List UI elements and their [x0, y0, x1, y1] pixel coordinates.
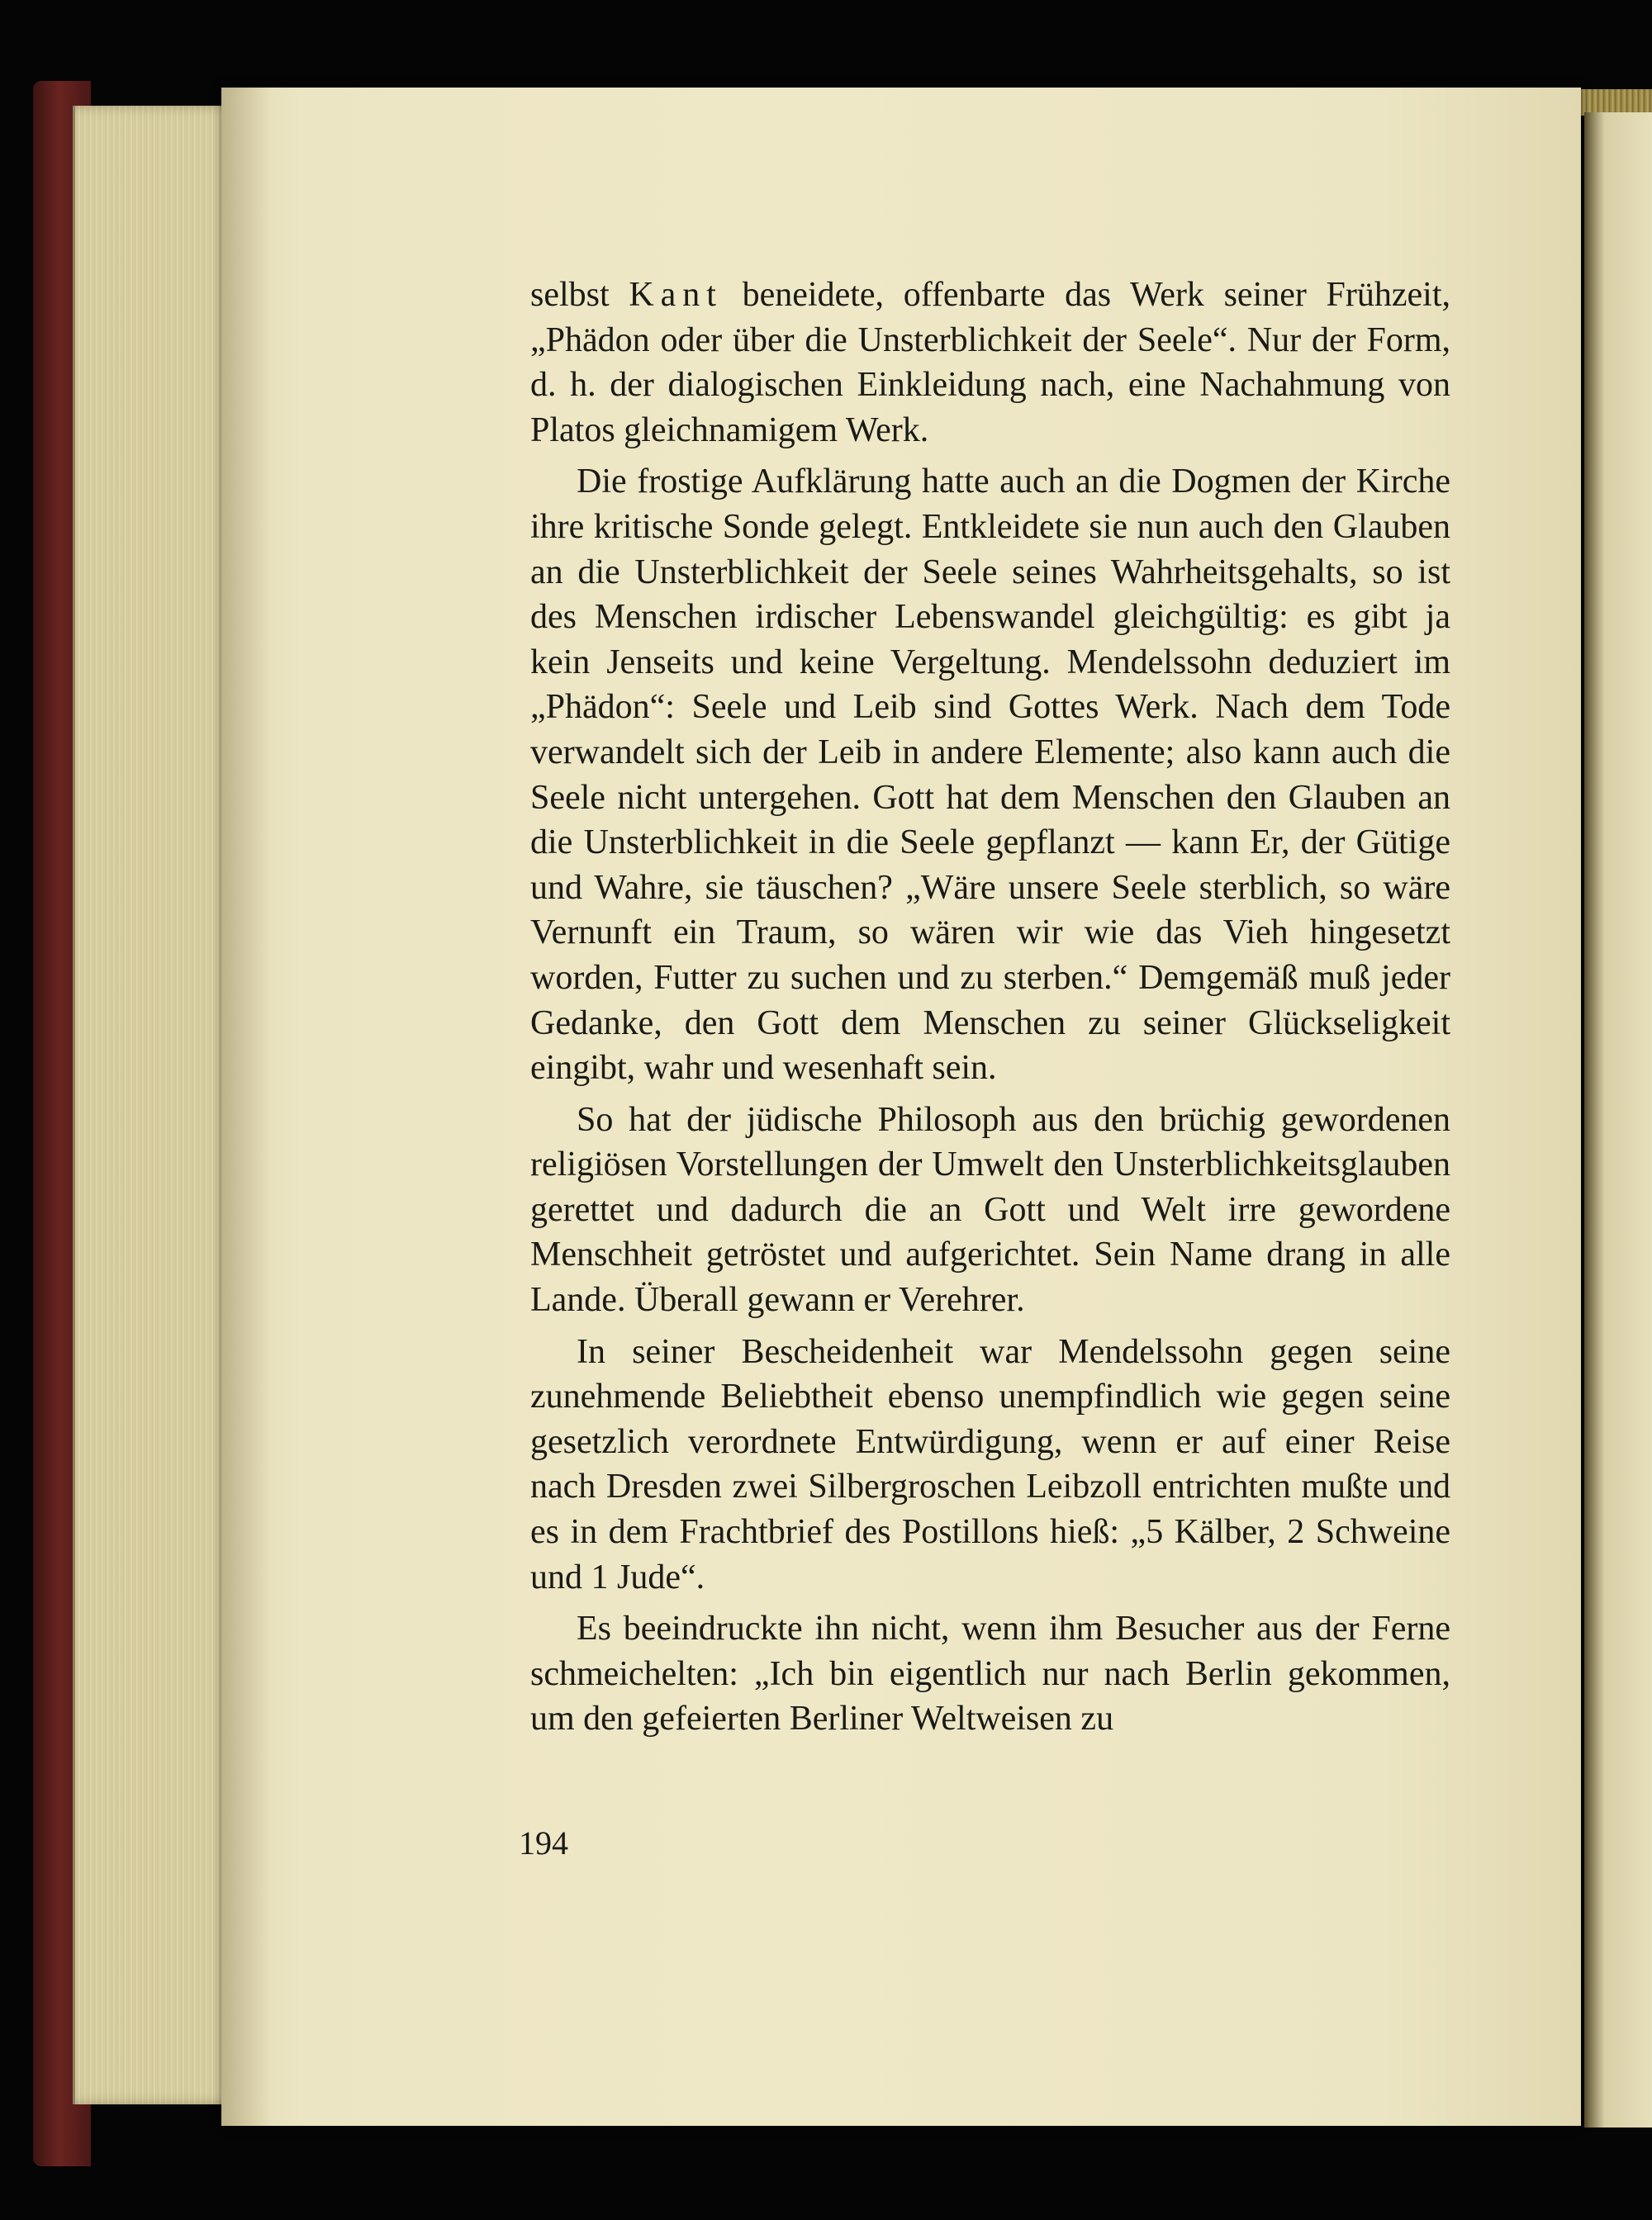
paragraph-text: Kant: [629, 276, 723, 314]
paragraph-text: selbst: [530, 276, 629, 314]
paragraph-text: Die frostige Aufklärung hatte auch an die Dogmen der Kirche ihre kritische Sonde gelegt. Entkleidete sie nun auch den Glauben an die Unsterblichkeit der Seele seines Wahrheitsgehalts, so ist des Menschen irdischer Lebenswandel gleichgültig: es gibt ja kein Jenseits und keine Vergeltung. Mendelssohn deduziert im „Phädon“: Seele und Leib sind Gottes Werk. Nach dem Tode verwandelt sich der Leib in andere Elemente; also kann auch die Seele nicht untergehen. Gott hat dem Menschen den Glauben an die Unsterblichkeit in die Seele gepflanzt — kann Er, der Gütige und Wahre, sie täuschen? „Wäre unsere Seele sterblich, so wäre Vernunft ein Traum, so wären wir wie das Vieh hingesetzt worden, Futter zu suchen und zu sterben.“ Demgemäß muß jeder Gedanke, den Gott dem Menschen zu seiner Glückseligkeit eingibt, wahr und wesenhaft sein.: [530, 462, 1450, 1088]
paragraph-2: [530, 459, 1450, 1090]
page-text: [530, 273, 1450, 1742]
paragraph-4: [530, 1330, 1450, 1601]
facing-page-edge: [1584, 112, 1652, 2128]
paragraph-1: [530, 273, 1450, 453]
page-edges: [73, 106, 237, 2104]
paragraph-5: [530, 1606, 1450, 1742]
paragraph-3: [530, 1098, 1450, 1323]
paragraph-text: beneidete, offenbarte das Werk seiner Frühzeit, „Phädon oder über die Unsterblichkeit der Seele“. Nur der Form, d. h. der dialogischen Einkleidung nach, eine Nachahmung von Platos gleichnamigem Werk.: [530, 276, 1450, 449]
paragraph-text: So hat der jüdische Philosoph aus den brüchig gewordenen religiösen Vorstellungen der Umwelt den Unsterblichkeitsglauben gerettet und dadurch die an Gott und Welt irre gewordene Menschheit getröstet und aufgerichtet. Sein Name drang in alle Lande. Überall gewann er Verehrer.: [530, 1100, 1450, 1320]
page-number: 194: [519, 1824, 568, 1862]
paragraph-text: In seiner Bescheidenheit war Mendelssohn gegen seine zunehmende Beliebtheit ebenso unempfindlich wie gegen seine gesetzlich verordnete Entwürdigung, wenn er auf einer Reise nach Dresden zwei Silbergroschen Leibzoll entrichten mußte und es in dem Frachtbrief des Postillons hieß: „5 Kälber, 2 Schweine und 1 Jude“.: [530, 1332, 1450, 1596]
paragraph-text: Es beeindruckte ihn nicht, wenn ihm Besucher aus der Ferne schmeichelten: „Ich bin eigentlich nur nach Berlin gekommen, um den gefeierten Berliner Weltweisen zu: [530, 1610, 1450, 1739]
